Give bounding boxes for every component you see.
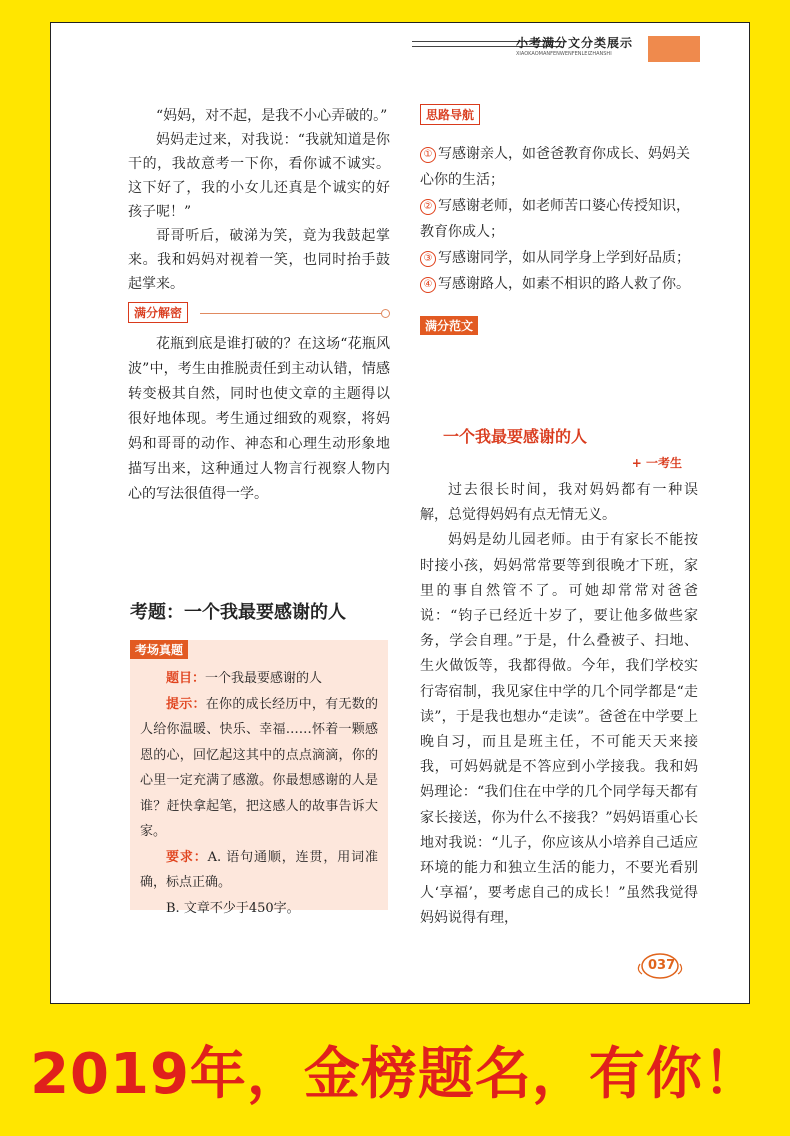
number-badge: ① <box>420 147 436 163</box>
number-badge: ② <box>420 199 436 215</box>
model-essay-tag: 满分范文 <box>420 316 478 335</box>
guide-item <box>420 193 692 245</box>
story-paragraph: 哥哥听后，破涕为笑，竟为我鼓起掌来。我和妈妈对视着一笑，也同时抬手鼓起掌来。 <box>128 228 390 292</box>
guide-tag: 思路导航 <box>420 104 480 125</box>
promo-banner: 2019年，金榜题名，有你！ <box>30 1042 760 1107</box>
divider-dot <box>381 309 390 318</box>
guide-item <box>420 141 692 193</box>
topic-value: 一个我最要感谢的人 <box>205 671 323 686</box>
guide-text: 写感谢路人，如素不相识的路人救了你。 <box>438 276 690 292</box>
running-header-pinyin: XIAOKAOMANFENWENFENLEIZHANSHI <box>516 51 612 57</box>
right-column <box>420 104 692 335</box>
exam-body <box>140 666 378 921</box>
guide-text: 写感谢亲人，如爸爸教育你成长、妈妈关心你的生活； <box>420 146 690 188</box>
exam-topic-heading: 考题：一个我最要感谢的人 <box>130 602 346 623</box>
hint-value: 在你的成长经历中，有无数的人给你温暖、快乐、幸福……怀着一颗感恩的心，回忆起这其中的点点滴滴，你的心里一定充满了感激。你最想感谢的人是谁？赶快拿起笔，把这感人的故事告诉大家。 <box>140 696 378 839</box>
essay-title: 一个我最要感谢的人 <box>442 427 587 446</box>
guide-text: 写感谢同学，如从同学身上学到好品质； <box>438 250 690 266</box>
exam-question-box <box>130 640 388 916</box>
requirement-a: A. 语句通顺，连贯，用词准确，标点正确。 <box>140 849 378 890</box>
analysis-header <box>128 302 390 324</box>
guide-item <box>420 245 692 271</box>
topic-label: 题目： <box>166 671 206 686</box>
guide-item <box>420 271 692 297</box>
running-header-title: 小考满分文分类展示 <box>516 36 634 50</box>
story-paragraph: 妈妈走过来，对我说：“我就知道是你干的，我故意考一下你，看你诚不诚实。这下好了，我的小女儿还真是个诚实的好孩子呢！” <box>128 132 390 220</box>
number-badge: ④ <box>420 277 436 293</box>
requirement-label: 要求： <box>166 849 208 865</box>
essay-byline: + 一考生 <box>631 456 682 470</box>
analysis-tag: 满分解密 <box>128 302 188 323</box>
exam-tag: 考场真题 <box>130 640 188 659</box>
page-number: 037 <box>648 958 676 973</box>
divider <box>200 313 382 314</box>
number-badge: ③ <box>420 251 436 267</box>
guide-text: 写感谢老师，如老师苦口婆心传授知识，教育你成人； <box>420 198 690 240</box>
requirement-b: B. 文章不少于450字。 <box>166 900 300 916</box>
page-number-ornament <box>636 948 690 984</box>
header-color-tab <box>648 36 700 62</box>
analysis-text: 花瓶到底是谁打破的？在这场“花瓶风波”中，考生由推脱责任到主动认错，情感转变极其自然，同时也使文章的主题得以很好地体现。考生通过细致的观察，将妈妈和哥哥的动作、神态和心理生动形象地描写出来，这种通过人物言行视察人物内心的写法很值得一学。 <box>128 336 390 502</box>
hint-label: 提示： <box>166 696 206 712</box>
story-paragraph: “妈妈，对不起，是我不小心弄破的。” <box>156 108 388 124</box>
essay-body <box>420 478 698 932</box>
essay-paragraph: 过去很长时间，我对妈妈都有一种误解，总觉得妈妈有点无情无义。 <box>420 482 698 524</box>
left-column <box>128 104 390 507</box>
essay-paragraph: 妈妈是幼儿园老师。由于有家长不能按时接小孩，妈妈常常要等到很晚才下班，家里的事自然管不了。可她却常常对爸爸说：“钧子已经近十岁了，要让他多做些家务，学会自理。”于是，什么叠被子、扫地、生火做饭等，我都得做。今年，我们学校实行寄宿制，我见家住中学的几个同学都是“走读”，于是我也想办“走读”。爸爸在中学要上晚自习，而且是班主任，不可能天天来接我，可妈妈就是不答应到小学接我。我和妈妈理论：“我们住在中学的几个同学每天都有家长接送，你为什么不接我？”妈妈语重心长地对我说：“儿子，你应该从小培养自己适应环境的能力和独立生活的能力，不要光看别人‘享福’，要考虑自己的成长！”虽然我觉得妈妈说得有理， <box>420 532 698 927</box>
